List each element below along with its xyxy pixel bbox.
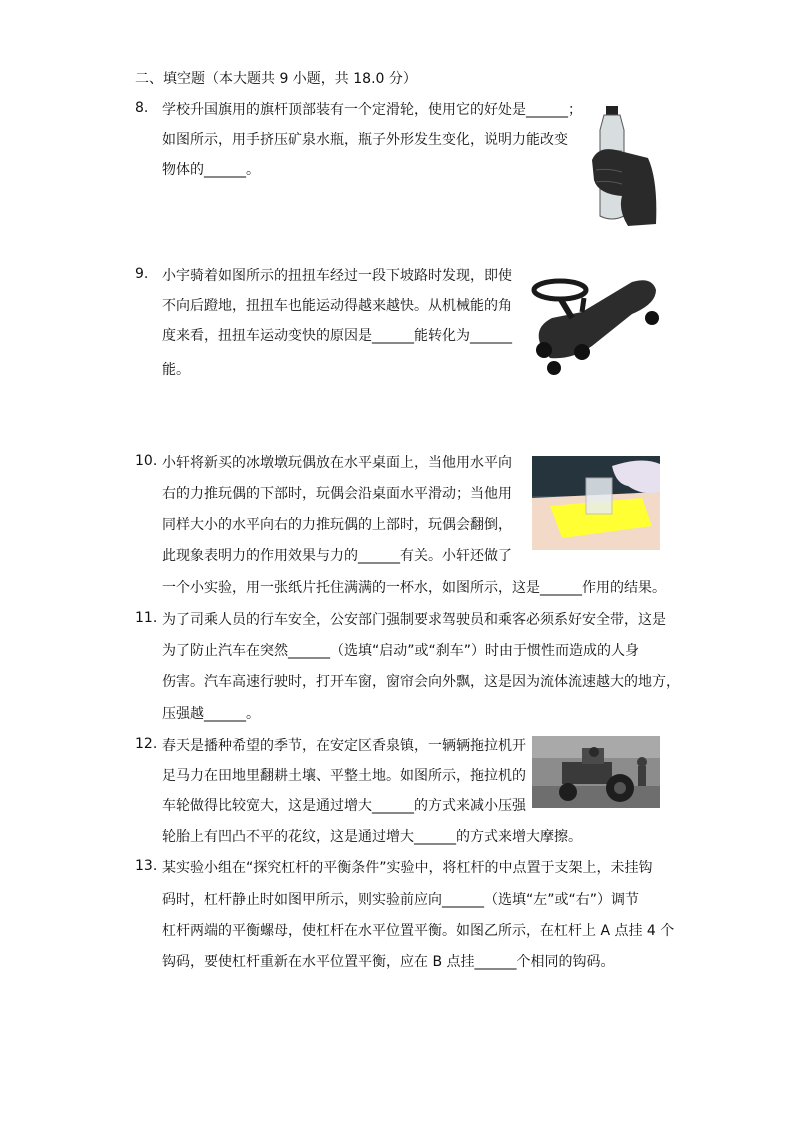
question-line: 为了司乘人员的行车安全，公安部门强制要求驾驶员和乘客必须系好安全带，这是 [162, 612, 666, 628]
question-line: 车轮做得比较宽大，这是通过增大______的方式来减小压强 [162, 798, 526, 814]
question-line: 为了防止汽车在突然______（选填“启动”或“刹车”）时由于惯性而造成的人身 [162, 643, 640, 659]
question-line: 不向后蹬地，扭扭车也能运动得越来越快。从机械能的角 [162, 298, 512, 314]
question-line: 度来看，扭扭车运动变快的原因是______能转化为______ [162, 328, 512, 344]
question-number: 9. [135, 266, 149, 282]
question-line: 钩码，要使杠杆重新在水平位置平衡，应在 B 点挂______个相同的钩码。 [162, 954, 615, 970]
question-line: 一个小实验，用一张纸片托住满满的一杯水，如图所示，这是______作用的结果。 [162, 580, 666, 596]
question-number: 8. [135, 100, 149, 116]
cup-of-water-image [532, 456, 660, 550]
question-number: 11. [135, 610, 158, 626]
question-line: 某实验小组在“探究杠杆的平衡条件”实验中，将杠杆的中点置于支架上，未挂钩 [162, 860, 653, 876]
question-line: 小宇骑着如图所示的扭扭车经过一段下坡路时发现，即使 [162, 268, 512, 284]
question-number: 13. [135, 858, 158, 874]
section-header: 二、填空题（本大题共 9 小题，共 18.0 分） [135, 71, 417, 87]
water-bottle-image [588, 100, 660, 226]
tractor-image [532, 736, 660, 808]
question-line: 伤害。汽车高速行驶时，打开车窗，窗帘会向外飘，这是因为流体流速越大的地方， [162, 674, 680, 690]
question-line: 物体的______。 [162, 162, 260, 178]
question-number: 12. [135, 736, 158, 752]
question-line: 此现象表明力的作用效果与力的______有关。小轩还做了 [162, 548, 512, 564]
question-line: 如图所示，用手挤压矿泉水瓶，瓶子外形发生变化，说明力能改变 [162, 132, 568, 148]
question-line: 轮胎上有凹凸不平的花纹，这是通过增大______的方式来增大摩擦。 [162, 829, 582, 845]
question-line: 学校升国旗用的旗杆顶部装有一个定滑轮，使用它的好处是______； [162, 102, 582, 118]
question-line: 小轩将新买的冰墩墩玩偶放在水平桌面上，当他用水平向 [162, 455, 512, 471]
question-line: 同样大小的水平向右的力推玩偶的上部时，玩偶会翻倒， [162, 517, 512, 533]
question-line: 码时，杠杆静止时如图甲所示，则实验前应向______（选填“左”或“右”）调节 [162, 892, 640, 908]
question-number: 10. [135, 453, 158, 469]
question-line: 能。 [162, 362, 190, 378]
question-line: 足马力在田地里翻耕土壤、平整土地。如图所示，拖拉机的 [162, 768, 526, 784]
question-line: 右的力推玩偶的下部时，玩偶会沿桌面水平滑动；当他用 [162, 486, 512, 502]
question-line: 杠杆两端的平衡螺母，使杠杆在水平位置平衡。如图乙所示，在杠杆上 A 点挂 4 个 [162, 923, 675, 939]
twist-car-image [522, 268, 662, 376]
question-line: 春天是播种希望的季节，在安定区香泉镇，一辆辆拖拉机开 [162, 738, 526, 754]
question-line: 压强越______。 [162, 706, 260, 722]
